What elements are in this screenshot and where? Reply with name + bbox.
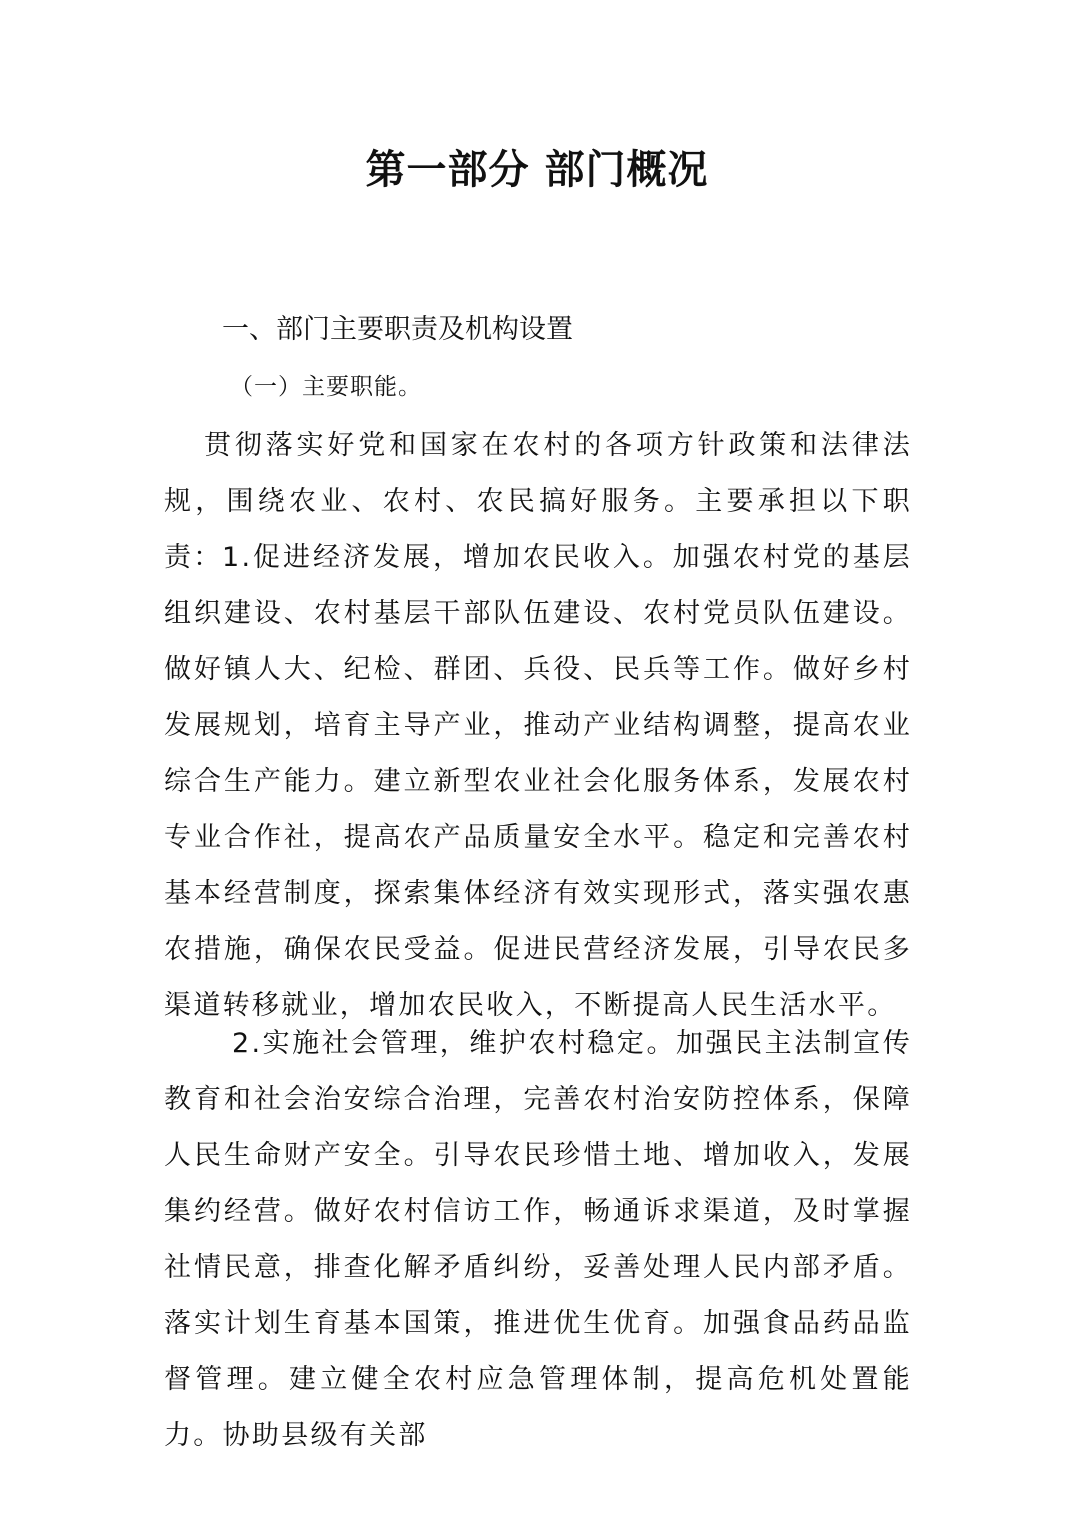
paragraph-item-2: 2.实施社会管理，维护农村稳定。加强民主法制宣传教育和社会治安综合治理，完善农村治安防控体系，保障人民生命财产安全。引导农民珍惜土地、增加收入，发展集约经营。做好农村信访工作，畅通诉求渠道，及时掌握社情民意，排查化解矛盾纠纷，妥善处理人民内部矛盾。落实计划生育基本国策，推进优生优育。加强食品药品监督管理。建立健全农村应急管理体制，提高危机处置能力。协助县级有关部 xyxy=(164,1028,912,1451)
page-title: 第一部分 部门概况 xyxy=(365,146,709,193)
sub-heading: （一）主要职能。 xyxy=(230,374,422,400)
section-heading: 一、部门主要职责及机构设置 xyxy=(222,314,573,345)
paragraph-intro: 贯彻落实好党和国家在农村的各项方针政策和法律法规，围绕农业、农村、农民搞好服务。主要承担以下职责： xyxy=(164,430,912,573)
paragraph-item-1: 1.促进经济发展，增加农民收入。加强农村党的基层组织建设、农村基层干部队伍建设、农村党员队伍建设。做好镇人大、纪检、群团、兵役、民兵等工作。做好乡村发展规划，培育主导产业，推动产业结构调整，提高农业综合生产能力。建立新型农业社会化服务体系，发展农村专业合作社，提高农产品质量安全水平。稳定和完善农村基本经营制度，探索集体经济有效实现形式，落实强农惠农措施，确保农民受益。促进民营经济发展，引导农民多渠道转移就业，增加农民收入，不断提高人民生活水平。 xyxy=(164,542,912,1021)
